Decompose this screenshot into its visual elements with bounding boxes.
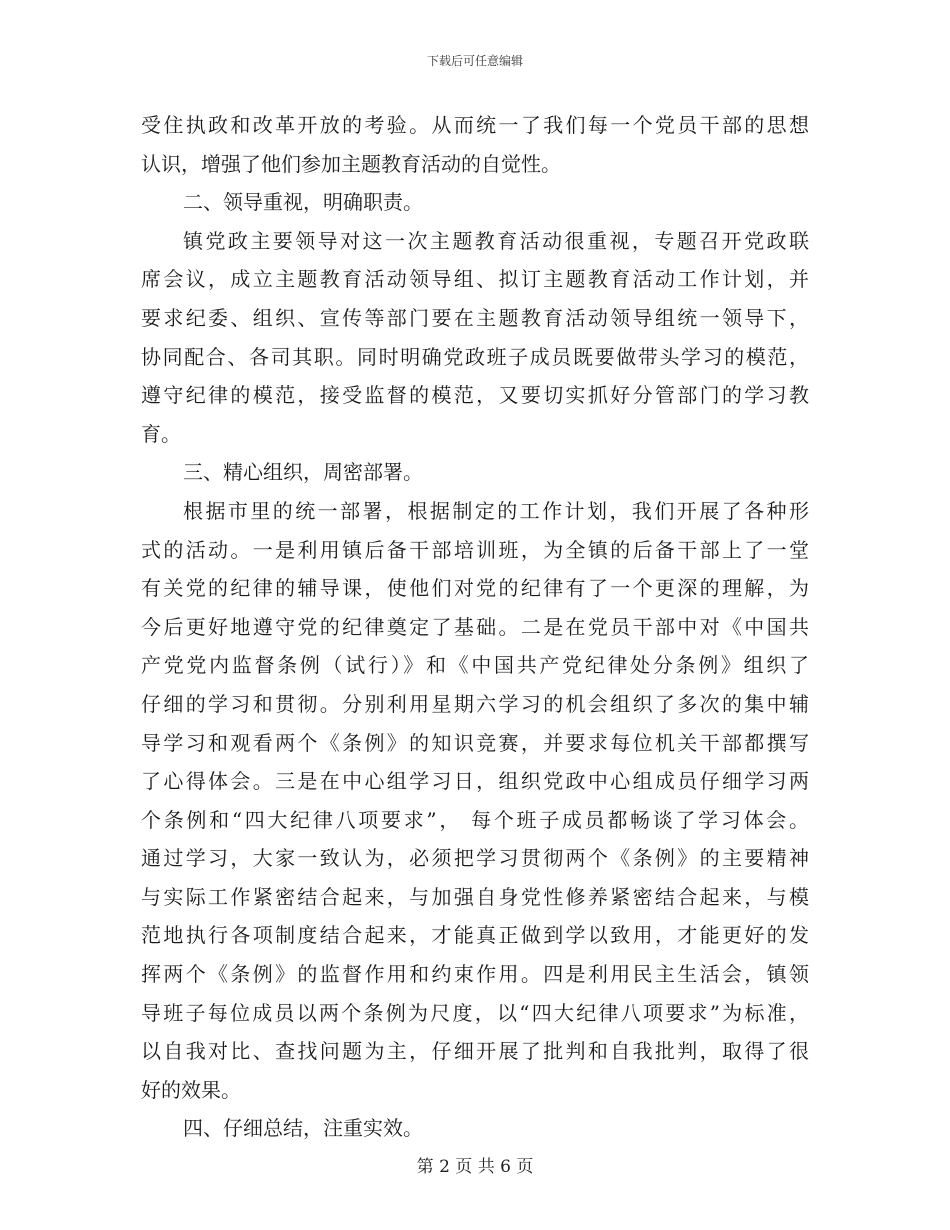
paragraph-line: 要求纪委、组织、宣传等部门要在主题教育活动领导组统一领导下， xyxy=(141,305,809,330)
section-heading: 四、仔细总结，注重实效。 xyxy=(183,1116,423,1141)
paragraph-line: 协同配合、各司其职。同时明确党政班子成员既要做带头学习的模范， xyxy=(141,344,809,369)
paragraph-line: 了心得体会。三是在中心组学习日，组织党政中心组成员仔细学习两 xyxy=(141,769,809,794)
page-header: 下载后可任意编辑 xyxy=(426,54,523,68)
paragraph-line: 式的活动。一是利用镇后备干部培训班，为全镇的后备干部上了一堂 xyxy=(141,537,809,562)
paragraph-line: 今后更好地遵守党的纪律奠定了基础。二是在党员干部中对《中国共 xyxy=(141,614,809,639)
paragraph-line: 受住执政和改革开放的考验。从而统一了我们每一个党员干部的思想 xyxy=(141,113,809,137)
paragraph-line: 导学习和观看两个《条例》的知识竞赛，并要求每位机关干部都撰写 xyxy=(141,730,809,755)
paragraph-line: 产党党内监督条例（试行）》和《中国共产党纪律处分条例》组织了 xyxy=(141,653,809,678)
paragraph-line: 个条例和“四大纪律八项要求”， 每个班子成员都畅谈了学习体会。 xyxy=(141,807,809,832)
paragraph-line: 遵守纪律的模范，接受监督的模范，又要切实抓好分管部门的学习教 xyxy=(141,383,809,408)
paragraph-line: 以自我对比、查找问题为主，仔细开展了批判和自我批判，取得了很 xyxy=(141,1039,809,1064)
paragraph-line: 与实际工作紧密结合起来，与加强自身党性修养紧密结合起来，与模 xyxy=(141,884,809,909)
section-heading: 二、领导重视，明确职责。 xyxy=(183,190,423,215)
paragraph-line: 挥两个《条例》的监督作用和约束作用。四是利用民主生活会，镇领 xyxy=(141,962,809,987)
document-body xyxy=(141,106,809,1148)
paragraph-line: 范地执行各项制度结合起来，才能真正做到学以致用，才能更好的发 xyxy=(141,923,809,948)
paragraph-line: 好的效果。 xyxy=(141,1077,241,1102)
paragraph-line: 仔细的学习和贯彻。分别利用星期六学习的机会组织了多次的集中辅 xyxy=(141,691,809,716)
paragraph-line: 席会议，成立主题教育活动领导组、拟订主题教育活动工作计划，并 xyxy=(141,267,809,292)
paragraph-line: 有关党的纪律的辅导课，使他们对党的纪律有了一个更深的理解，为 xyxy=(141,576,809,601)
paragraph-line: 育。 xyxy=(141,421,181,446)
paragraph-line: 镇党政主要领导对这一次主题教育活动很重视，专题召开党政联 xyxy=(183,228,809,253)
paragraph-line: 导班子每位成员以两个条例为尺度，以“四大纪律八项要求”为标准， xyxy=(141,1000,809,1025)
section-heading: 三、精心组织，周密部署。 xyxy=(183,460,423,485)
paragraph-line: 认识，增强了他们参加主题教育活动的自觉性。 xyxy=(141,151,561,176)
paragraph-line: 根据市里的统一部署，根据制定的工作计划，我们开展了各种形 xyxy=(183,498,809,523)
paragraph-line: 通过学习，大家一致认为，必须把学习贯彻两个《条例》的主要精神 xyxy=(141,846,809,871)
page-number: 第 2 页 共 6 页 xyxy=(416,1157,534,1177)
